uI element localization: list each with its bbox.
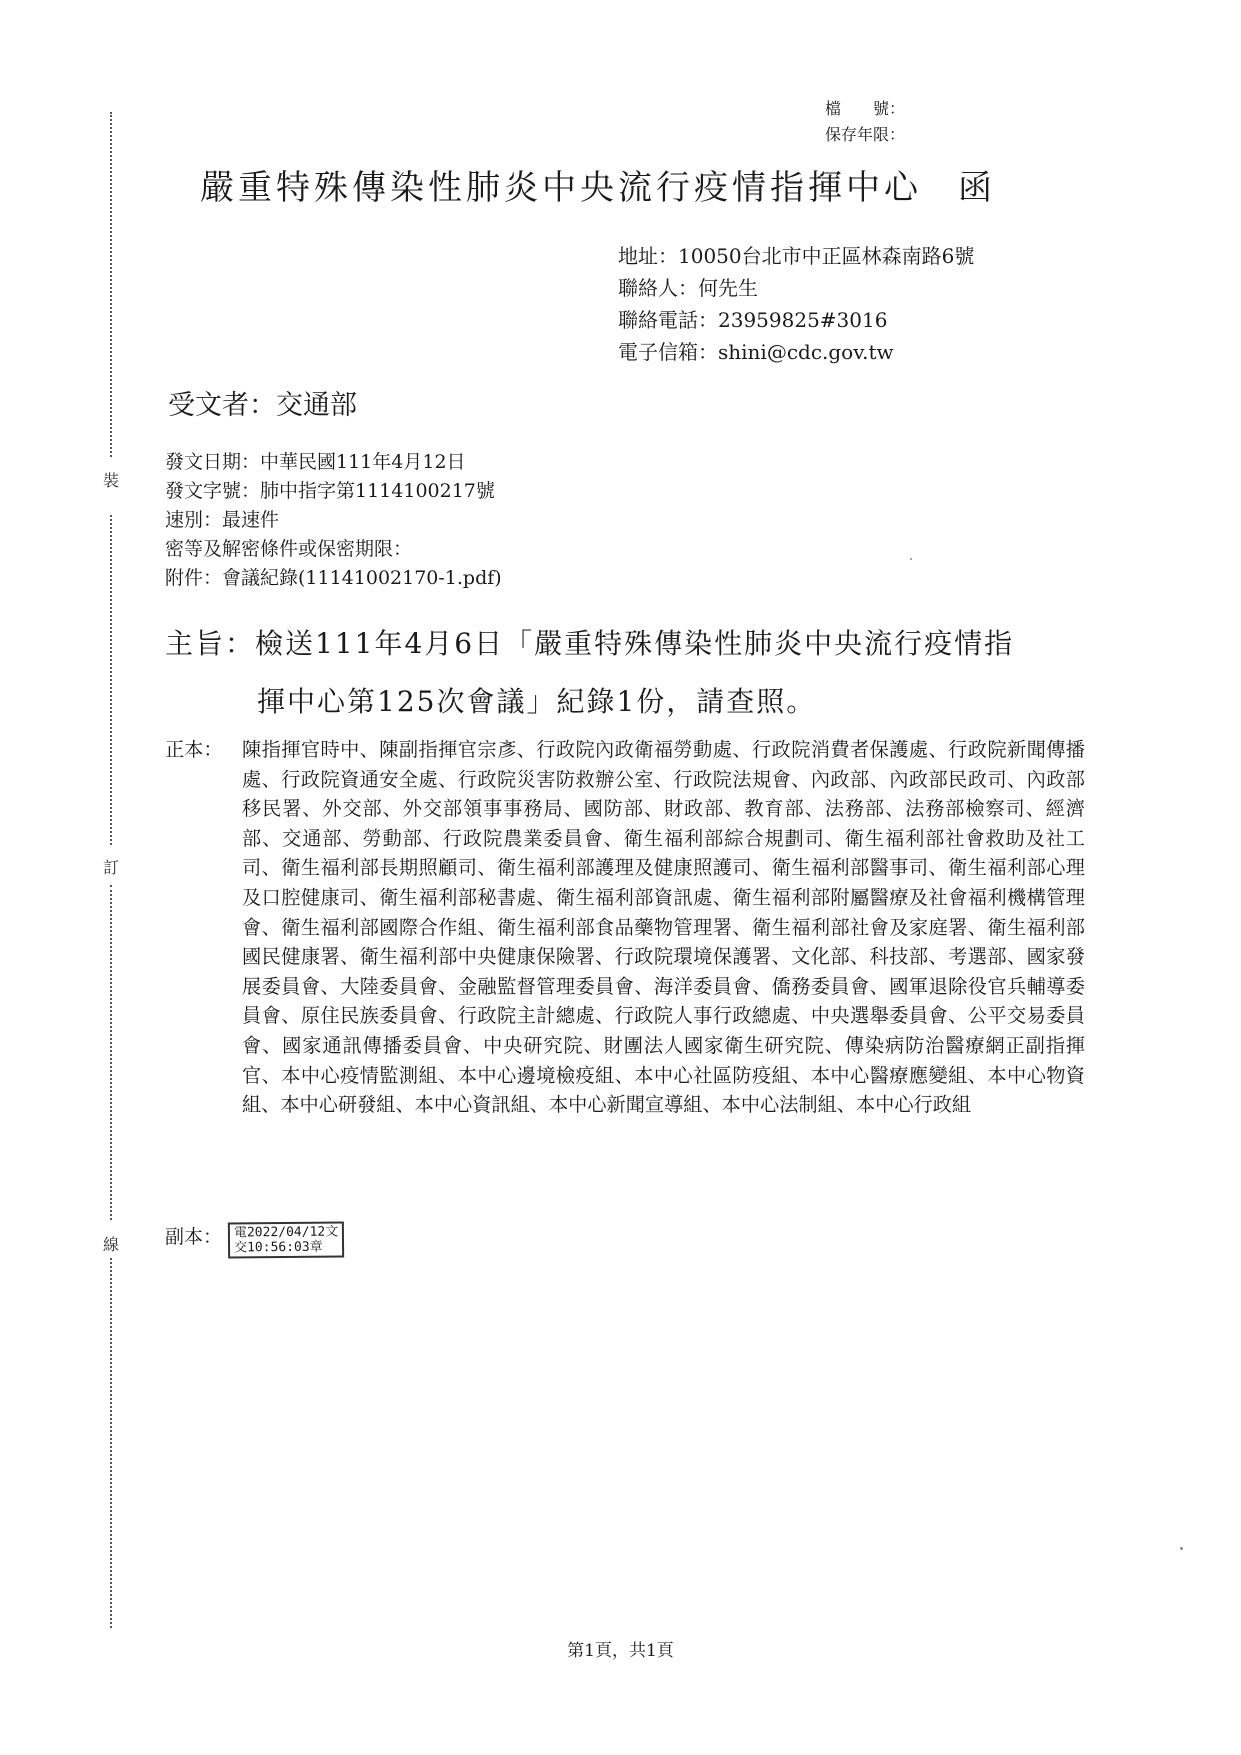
- binding-mark-ding: 訂: [100, 855, 122, 878]
- retention-row: [825, 122, 905, 148]
- retention-label: 保存年限：: [825, 125, 906, 144]
- dispatch-date: 發文日期：中華民國111年4月12日: [165, 451, 466, 473]
- file-meta: [825, 96, 905, 148]
- issuing-organization: 嚴重特殊傳染性肺炎中央流行疫情指揮中心: [200, 168, 922, 208]
- sender-contact: 聯絡人：何先生: [618, 276, 758, 300]
- subject-line-1: 主旨：檢送111年4月6日「嚴重特殊傳染性肺炎中央流行疫情指: [165, 627, 1015, 660]
- sender-info: [618, 240, 974, 368]
- binding-line: [110, 112, 112, 457]
- recipient: 受文者：交通部: [168, 390, 357, 421]
- file-number-label: 檔 號：: [825, 99, 906, 118]
- distribution-prefix: 正本：: [165, 738, 223, 761]
- dispatch-number: 發文字號：肺中指字第1114100217號: [165, 480, 495, 502]
- sender-address: 地址：10050台北市中正區林森南路6號: [618, 244, 975, 268]
- binding-mark-xian: 線: [100, 1232, 122, 1255]
- cc-prefix: 副本：: [165, 1226, 223, 1248]
- document-title: [200, 160, 996, 209]
- dispatch-meta: [165, 448, 502, 593]
- secrecy-level: 密等及解密條件或保密期限：: [165, 538, 413, 560]
- stamp-line-2: 交10:56:03章: [234, 1239, 323, 1256]
- binding-line: [110, 885, 112, 1220]
- scan-speck: [1180, 1547, 1183, 1550]
- dispatch-speed: 速別：最速件: [165, 509, 280, 531]
- subject: [165, 615, 1065, 731]
- scan-speck: [910, 558, 912, 560]
- electronic-dispatch-stamp: [228, 1221, 345, 1258]
- binding-mark-zhuang: 裝: [100, 468, 122, 491]
- page-number: 第1頁，共1頁: [567, 1641, 674, 1661]
- document-type: 函: [958, 168, 996, 208]
- subject-line-2: 揮中心第125次會議」紀錄1份，請查照。: [257, 685, 817, 718]
- sender-phone: 聯絡電話：23959825#3016: [618, 308, 888, 332]
- distribution-list: [165, 735, 1085, 1120]
- attachment-link[interactable]: 附件：會議紀錄(11141002170-1.pdf): [165, 567, 502, 589]
- stamp-line-1: 電2022/04/12文: [233, 1224, 339, 1241]
- sender-email: 電子信箱：shini@cdc.gov.tw: [618, 340, 894, 364]
- file-number-row: [825, 96, 905, 122]
- binding-line: [110, 1258, 112, 1628]
- distribution-recipients: 陳指揮官時中、陳副指揮官宗彥、行政院內政衛福勞動處、行政院消費者保護處、行政院新聞傳播處、行政院資通安全處、行政院災害防救辦公室、行政院法規會、內政部、內政部民政司、內政部移民署、外交部、外交部領事事務局、國防部、財政部、教育部、法務部、法務部檢察司、經濟部、交通部、勞動部、行政院農業委員會、衛生福利部綜合規劃司、衛生福利部社會救助及社工司、衛生福利部長期照顧司、衛生福利部護理及健康照護司、衛生福利部醫事司、衛生福利部心理及口腔健康司、衛生福利部秘書處、衛生福利部資訊處、衛生福利部附屬醫療及社會福利機構管理會、衛生福利部國際合作組、衛生福利部食品藥物管理署、衛生福利部社會及家庭署、衛生福利部國民健康署、衛生福利部中央健康保險署、行政院環境保護署、文化部、科技部、考選部、國家發展委員會、大陸委員會、金融監督管理委員會、海洋委員會、僑務委員會、國軍退除役官兵輔導委員會、原住民族委員會、行政院主計總處、行政院人事行政總處、中央選舉委員會、公平交易委員會、國家通訊傳播委員會、中央研究院、財團法人國家衛生研究院、傳染病防治醫療網正副指揮官、本中心疫情監測組、本中心邊境檢疫組、本中心社區防疫組、本中心醫療應變組、本中心物資組、本中心研發組、本中心資訊組、本中心新聞宣導組、本中心法制組、本中心行政組: [242, 738, 1085, 1117]
- binding-line: [110, 515, 112, 845]
- carbon-copy: [165, 1222, 344, 1258]
